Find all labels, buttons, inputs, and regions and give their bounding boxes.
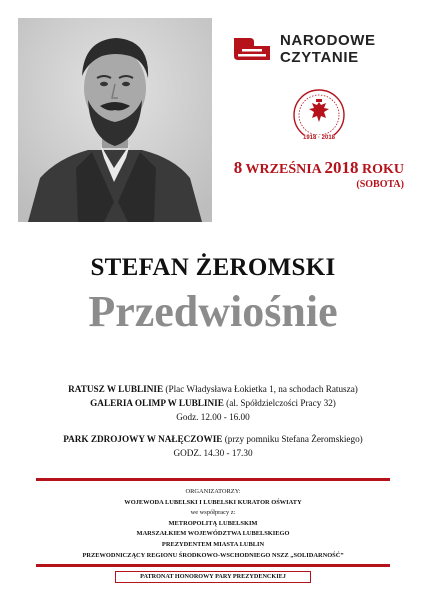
venue-3-address: (przy pomniku Stefana Żeromskiego): [224, 434, 363, 444]
author-name: STEFAN ŻEROMSKI: [90, 254, 336, 281]
cooperation-label: we współpracy z:: [190, 509, 236, 517]
venue-3-hours: GODZ. 14.30 - 17.30: [173, 448, 253, 458]
venue-2-address: (al. Spółdzielczości Pracy 32): [226, 398, 336, 408]
portrait-illustration: [18, 18, 212, 222]
patron-badge: PATRONAT HONOROWY PARY PREZYDENCKIEJ: [115, 571, 311, 583]
venue-3-name: PARK ZDROJOWY W NAŁĘCZOWIE: [63, 434, 223, 444]
book-logo-icon: [232, 34, 272, 64]
divider-top: [36, 478, 390, 481]
logo-line-2: CZYTANIE: [280, 49, 359, 66]
narodowe-czytanie-logo: [232, 32, 376, 66]
venue-2-name: GALERIA OLIMP W LUBLINIE: [90, 398, 224, 408]
partner-3: PREZYDENTEM MIASTA LUBLIN: [161, 540, 265, 548]
organizers-block: [0, 487, 426, 561]
logo-line-1: NARODOWE: [280, 32, 376, 49]
venue-3: [0, 432, 426, 446]
venue-2: [0, 396, 426, 410]
date-roku: ROKU: [362, 162, 404, 177]
partner-1: METROPOLITĄ LUBELSKIM: [168, 519, 258, 527]
seal-years: 1918 · 2018: [290, 135, 348, 141]
independence-seal: [290, 88, 348, 151]
date-year: 2018: [324, 158, 359, 177]
organizers-main: WOJEWODA LUBELSKI I LUBELSKI KURATOR OŚWIATY: [124, 498, 302, 506]
venue-1-address: (Plac Władysława Łokietka 1, na schodach Ratusza): [165, 384, 358, 394]
portrait-photo: [18, 18, 212, 222]
partner-4: PRZEWODNICZĄCY REGIONU ŚRODKOWO-WSCHODNIEGO NSZZ „SOLIDARNOŚĆ”: [82, 551, 344, 559]
partner-2: MARSZAŁKIEM WOJEWÓDZTWA LUBELSKIEGO: [136, 530, 290, 538]
event-date: [214, 158, 404, 190]
date-weekday: (SOBOTA): [356, 179, 404, 190]
venue-1-2-hours: Godz. 12.00 - 16.00: [176, 412, 250, 422]
date-month: WRZEŚNIA: [245, 162, 321, 177]
venues-block: [0, 382, 426, 460]
organizers-label: ORGANIZATORZY:: [185, 488, 241, 495]
book-title: Przedwiośnie: [88, 287, 338, 336]
date-day: 8: [233, 158, 243, 177]
divider-bottom: [36, 564, 390, 567]
venue-1-name: RATUSZ W LUBLINIE: [68, 384, 164, 394]
venue-1: [0, 382, 426, 396]
